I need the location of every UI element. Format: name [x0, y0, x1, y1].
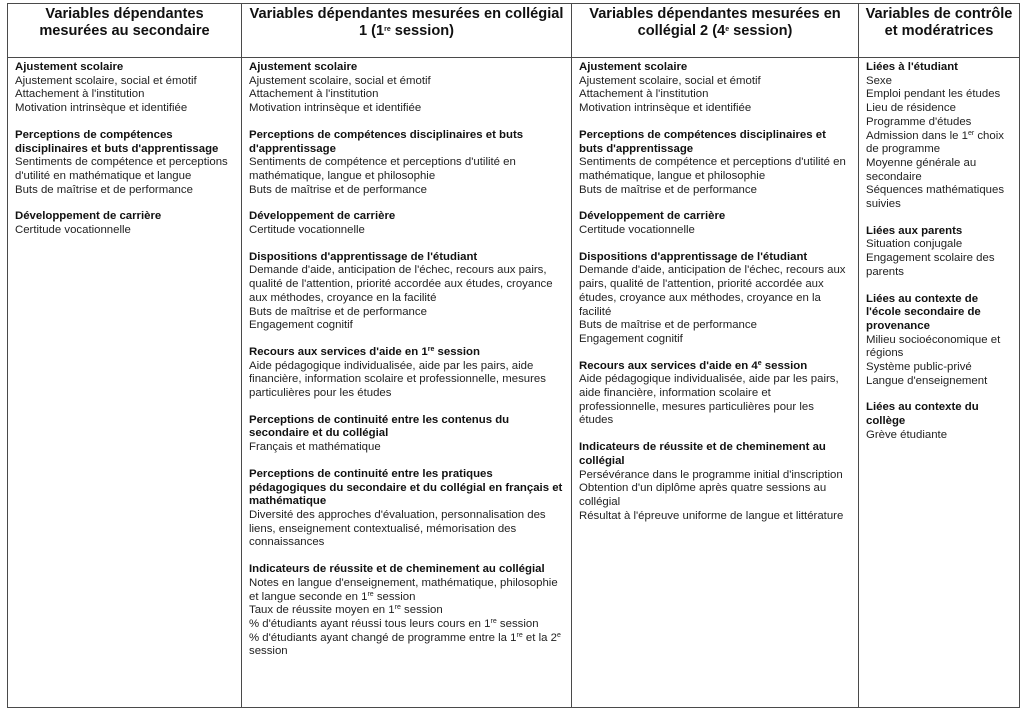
variable-item: Taux de réussite moyen en 1re session — [249, 604, 443, 617]
variable-item: Engagement scolaire des parents — [866, 252, 995, 278]
column-cell — [859, 58, 1020, 708]
section-title: Ajustement scolaire — [15, 61, 124, 73]
variable-item: Obtention d'un diplôme après quatre sessions au collégial — [579, 482, 827, 508]
variable-item: Certitude vocationnelle — [15, 224, 131, 237]
variable-item: Sentiments de compétence et perceptions d'utilité en mathématique, langue et philosophie — [579, 156, 846, 182]
variable-section — [579, 251, 851, 347]
variable-item: Programme d'études — [866, 115, 972, 128]
column-header: Variables dépendantes mesurées en collégial 2 (4e session) — [572, 4, 859, 58]
variable-item: Aide pédagogique individualisée, aide par les pairs, aide financière, information scolaire et professionnelle, mesures particulières pour les études — [579, 373, 839, 427]
section-title: Perceptions de continuité entre les pratiques pédagogiques du secondaire et du collégial en français et mathématique — [249, 467, 563, 508]
variable-section — [249, 414, 564, 455]
variable-section — [15, 61, 234, 116]
variable-item: Buts de maîtrise et de performance — [579, 319, 757, 332]
column-header: Variables dépendantes mesurées au secondaire — [8, 4, 242, 58]
variable-item: Français et mathématique — [249, 441, 381, 454]
section-title: Dispositions d'apprentissage de l'étudiant — [579, 250, 808, 263]
variable-item: Demande d'aide, anticipation de l'échec, recours aux pairs, qualité de l'attention, priorité accordée aux études, croyance aux méthodes, croyance en la facilité — [249, 264, 553, 304]
variable-item: Demande d'aide, anticipation de l'échec, recours aux pairs, qualité de l'attention, priorité accordée aux études, croyance aux méthodes, croyance en la facilité — [579, 264, 846, 318]
variable-item: % d'étudiants ayant réussi tous leurs cours en 1re session — [249, 617, 539, 630]
body-row — [8, 58, 1020, 708]
variable-item: Diversité des approches d'évaluation, personnalisation des liens, enseignement contextualisé, mémorisation des connaissances — [249, 508, 546, 549]
section-title: Liées aux parents — [866, 224, 963, 237]
variable-section — [866, 61, 1012, 212]
section-title: Ajustement scolaire — [579, 61, 688, 73]
variable-item: Attachement à l'institution — [15, 88, 145, 101]
variable-section — [249, 468, 564, 550]
header-row — [8, 4, 1020, 58]
column-header: Variables de contrôle et modératrices — [859, 4, 1020, 58]
variable-section — [249, 563, 564, 659]
variable-item: Notes en langue d'enseignement, mathématique, philosophie et langue seconde en 1re session — [249, 576, 558, 603]
variable-item: Certitude vocationnelle — [249, 224, 365, 237]
variable-item: Système public-privé — [866, 361, 972, 374]
section-title: Développement de carrière — [15, 210, 162, 223]
variable-item: Buts de maîtrise et de performance — [249, 183, 427, 196]
section-title: Ajustement scolaire — [249, 61, 358, 73]
variable-item: Sentiments de compétence et perceptions d'utilité en mathématique et langue — [15, 156, 228, 182]
column-cell — [572, 58, 859, 708]
variable-item: Admission dans le 1er choix de programme — [866, 129, 1004, 156]
variable-section — [866, 401, 1012, 442]
variable-section — [866, 225, 1012, 280]
variable-section — [15, 129, 234, 198]
variable-section — [249, 251, 564, 333]
section-title: Développement de carrière — [579, 210, 726, 223]
variable-item: Ajustement scolaire, social et émotif — [579, 74, 761, 87]
variable-item: Séquences mathématiques suivies — [866, 184, 1005, 211]
variable-item: Motivation intrinsèque et identifiée — [249, 102, 422, 115]
section-title: Perceptions de compétences disciplinaires et buts d'apprentissage — [15, 128, 219, 155]
section-title: Développement de carrière — [249, 210, 396, 223]
section-title: Recours aux services d'aide en 4e session — [579, 359, 808, 372]
column-cell — [242, 58, 572, 708]
variable-item: Sentiments de compétence et perceptions d'utilité en mathématique, langue et philosophie — [249, 156, 516, 182]
variable-item: % d'étudiants ayant changé de programme entre la 1re et la 2e session — [249, 631, 561, 658]
variable-item: Ajustement scolaire, social et émotif — [249, 74, 431, 87]
variables-table — [7, 3, 1020, 708]
variable-section — [249, 61, 564, 116]
section-title: Liées à l'étudiant — [866, 61, 958, 73]
section-title: Recours aux services d'aide en 1re session — [249, 345, 480, 358]
variable-item: Buts de maîtrise et de performance — [579, 183, 757, 196]
variable-section — [249, 129, 564, 198]
variable-item: Buts de maîtrise et de performance — [15, 183, 193, 196]
column-cell — [8, 58, 242, 708]
variable-section — [866, 293, 1012, 389]
section-title: Indicateurs de réussite et de cheminement au collégial — [249, 563, 545, 576]
variable-item: Langue d'enseignement — [866, 374, 988, 387]
section-title: Dispositions d'apprentissage de l'étudiant — [249, 250, 478, 263]
section-title: Perceptions de continuité entre les contenus du secondaire et du collégial — [249, 413, 510, 440]
variable-section — [579, 360, 851, 429]
variable-section — [249, 346, 564, 401]
section-title: Liées au contexte de l'école secondaire de provenance — [866, 292, 981, 332]
variable-item: Persévérance dans le programme initial d'inscription — [579, 468, 843, 481]
variable-section — [579, 210, 851, 237]
variable-item: Certitude vocationnelle — [579, 224, 695, 237]
variable-section — [579, 61, 851, 116]
variable-item: Milieu socioéconomique et régions — [866, 333, 1001, 360]
variable-item: Attachement à l'institution — [579, 88, 709, 101]
variable-section — [249, 210, 564, 237]
variable-section — [579, 129, 851, 198]
variable-item: Situation conjugale — [866, 238, 963, 251]
variable-item: Lieu de résidence — [866, 102, 956, 115]
column-header: Variables dépendantes mesurées en collégial 1 (1re session) — [242, 4, 572, 58]
variable-section — [579, 441, 851, 523]
variable-item: Emploi pendant les études — [866, 88, 1001, 101]
variable-item: Grève étudiante — [866, 428, 948, 441]
variable-item: Ajustement scolaire, social et émotif — [15, 74, 197, 87]
variable-section — [15, 210, 234, 237]
variable-item: Engagement cognitif — [579, 332, 683, 345]
variable-item: Motivation intrinsèque et identifiée — [15, 102, 188, 115]
section-title: Perceptions de compétences disciplinaires et buts d'apprentissage — [249, 128, 524, 155]
variable-item: Résultat à l'épreuve uniforme de langue et littérature — [579, 509, 844, 522]
section-title: Indicateurs de réussite et de cheminement au collégial — [579, 441, 826, 467]
variable-item: Motivation intrinsèque et identifiée — [579, 102, 752, 115]
variable-item: Moyenne générale au secondaire — [866, 156, 977, 183]
section-title: Liées au contexte du collège — [866, 401, 979, 428]
variable-item: Attachement à l'institution — [249, 88, 379, 101]
variable-item: Engagement cognitif — [249, 319, 353, 332]
variable-item: Aide pédagogique individualisée, aide par les pairs, aide financière, information scolaire et professionnelle, mesures particulières pour les études — [249, 359, 546, 400]
variable-item: Sexe — [866, 74, 892, 87]
section-title: Perceptions de compétences disciplinaires et buts d'apprentissage — [579, 128, 826, 155]
variable-item: Buts de maîtrise et de performance — [249, 305, 427, 318]
